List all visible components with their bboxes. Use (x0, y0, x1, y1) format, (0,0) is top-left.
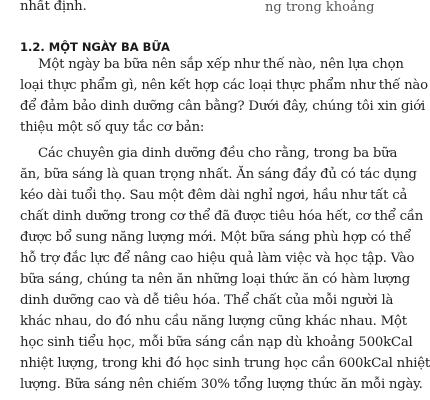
text-line: bữa sáng, chúng ta nên ăn những loại thức ăn có hàm lượng (20, 272, 411, 287)
text-line: học sinh tiểu học, mỗi bữa sáng cần nạp dù khoảng 500kCal (20, 335, 413, 350)
text-line: ăn, bữa sáng là quan trọng nhất. Ăn sáng đầy đủ có tác dụng (20, 167, 417, 182)
text-line: được bổ sung năng lượng mới. Một bữa sáng phù hợp có thể (20, 230, 411, 245)
text-line: Một ngày ba bữa nên sắp xếp như thế nào, nên lựa chọn (38, 57, 404, 72)
text-line: để đảm bảo dinh dưỡng cân bằng? Dưới đây, chúng tôi xin giới (20, 99, 426, 114)
cut-off-top-line: ng trong khoảng (265, 0, 375, 15)
text-line: Các chuyên gia dinh dưỡng đều cho rằng, trong ba bữa (38, 146, 398, 161)
section-heading: 1.2. MỘT NGÀY BA BỮA (20, 40, 170, 54)
text-line: kéo dài tuổi thọ. Sau một đêm dài nghỉ ngơi, hầu như tất cả (20, 188, 408, 203)
text-line: lượng. Bữa sáng nên chiếm 30% tổng lượng thức ăn mỗi ngày. (20, 377, 423, 392)
text-line: khác nhau, do đó nhu cầu năng lượng cũng khác nhau. Một (20, 314, 407, 329)
previous-paragraph-tail: nhất định. (20, 0, 87, 14)
text-line: thiệu một số quy tắc cơ bản: (20, 120, 205, 135)
text-line: nhiệt lượng, trong khi đó học sinh trung học cần 600kCal nhiệt (20, 356, 430, 371)
text-line: chất dinh dưỡng trong cơ thể đã được tiêu hóa hết, cơ thể cần (20, 209, 424, 224)
text-line: hỗ trợ đắc lực để nâng cao hiệu quả làm việc và học tập. Vào (20, 251, 415, 266)
text-line: dinh dưỡng cao và dễ tiêu hóa. Thể chất của mỗi người là (20, 293, 394, 308)
text-line: loại thực phẩm gì, nên kết hợp các loại thực phẩm như thế nào (20, 78, 428, 93)
